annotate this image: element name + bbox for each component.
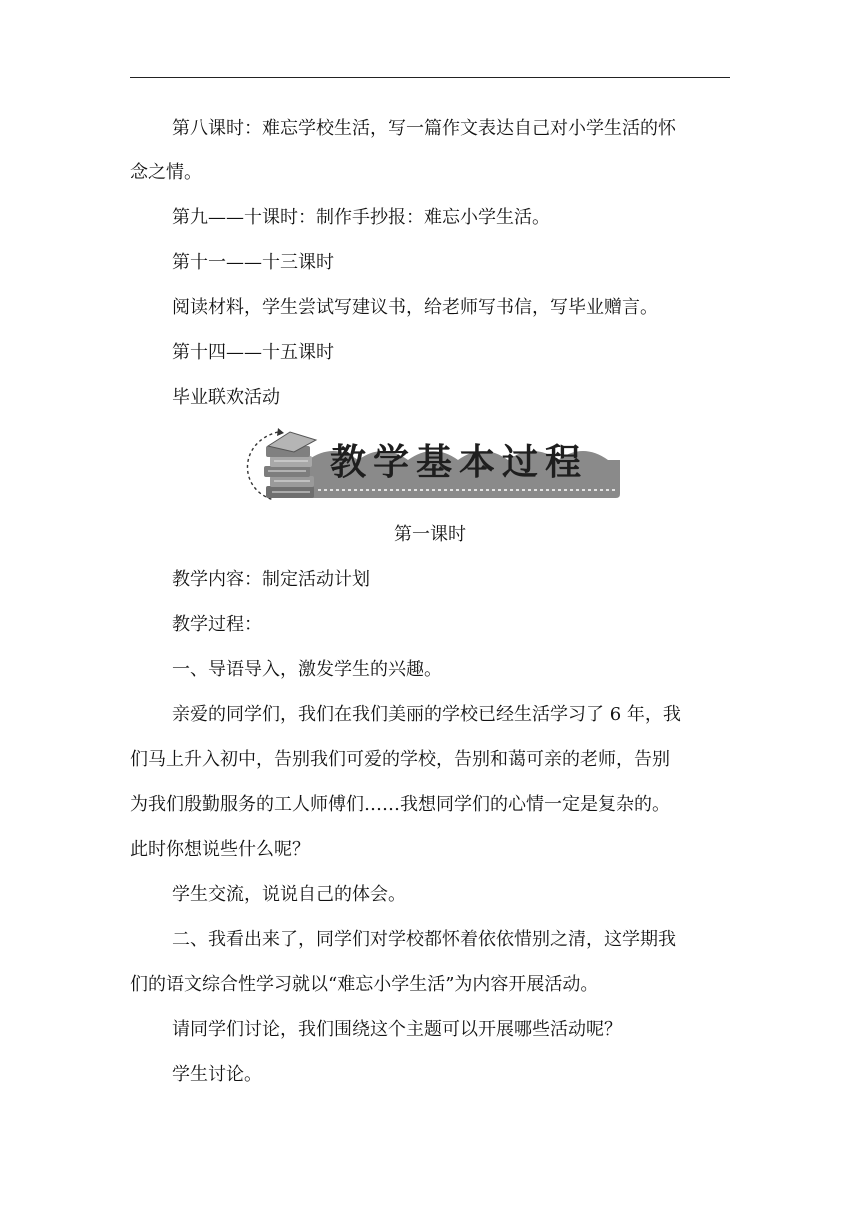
paragraph-graduation: 毕业联欢活动 [172, 387, 280, 408]
body-line-intro-1: 亲爱的同学们，我们在我们美丽的学校已经生活学习了 6 年，我 [172, 704, 681, 725]
paragraph-lesson-8-cont: 念之情。 [130, 162, 202, 183]
paragraph-lesson-9-10: 第九——十课时：制作手抄报：难忘小学生活。 [172, 207, 550, 228]
body-line-exchange: 学生交流，说说自己的体会。 [172, 884, 406, 905]
section-banner [238, 420, 622, 506]
header-rule [130, 77, 730, 78]
body-line-content: 教学内容：制定活动计划 [172, 569, 370, 590]
body-line-intro-3: 为我们殷勤服务的工人师傅们……我想同学们的心情一定是复杂的。 [130, 794, 670, 815]
paragraph-reading: 阅读材料，学生尝试写建议书，给老师写书信，写毕业赠言。 [172, 297, 658, 318]
section-heading: 第一课时 [394, 524, 466, 545]
body-line-discussion-q: 请同学们讨论，我们围绕这个主题可以开展哪些活动呢？ [172, 1019, 622, 1040]
body-line-discussion: 学生讨论。 [172, 1064, 262, 1085]
body-line-intro-4: 此时你想说些什么呢？ [130, 839, 310, 860]
paragraph-lesson-14-15: 第十四——十五课时 [172, 342, 334, 363]
body-line-step-2: 二、我看出来了，同学们对学校都怀着依依惜别之清，这学期我 [172, 929, 676, 950]
paragraph-lesson-8: 第八课时：难忘学校生活，写一篇作文表达自己对小学生活的怀 [172, 118, 676, 139]
body-line-step-1: 一、导语导入，激发学生的兴趣。 [172, 659, 442, 680]
body-line-process: 教学过程： [172, 614, 262, 635]
book-stack-icon [264, 432, 316, 498]
banner-title: 教学基本过程 [330, 442, 589, 483]
body-line-intro-2: 们马上升入初中，告别我们可爱的学校，告别和蔼可亲的老师，告别 [130, 749, 670, 770]
paragraph-lesson-11-13: 第十一——十三课时 [172, 252, 334, 273]
body-line-step-2-cont: 们的语文综合性学习就以“难忘小学生活”为内容开展活动。 [130, 974, 599, 995]
